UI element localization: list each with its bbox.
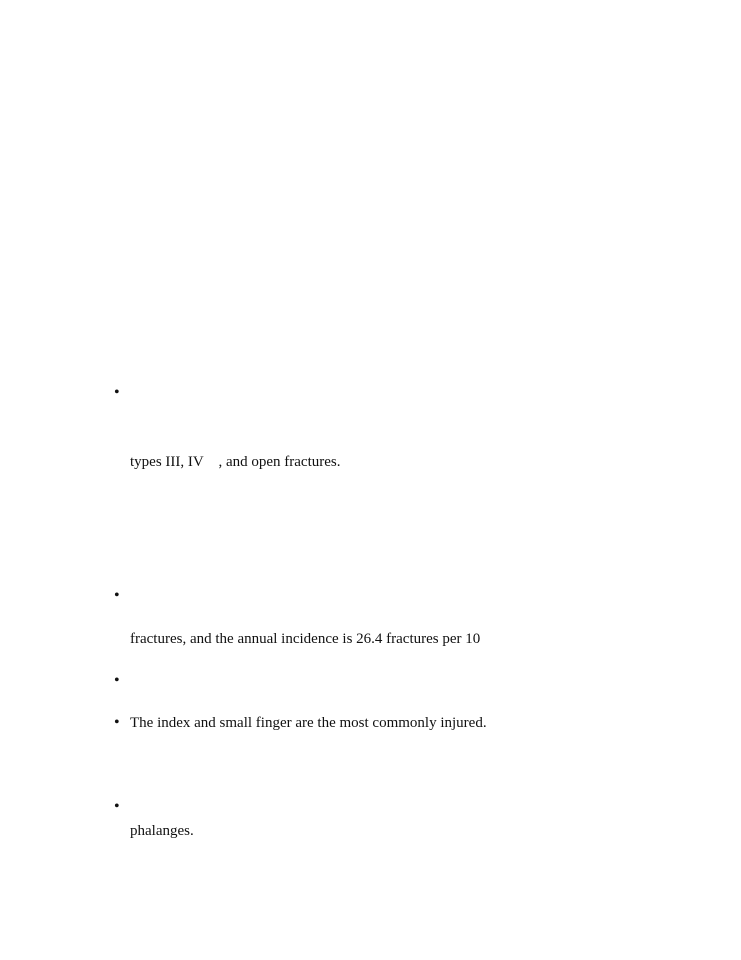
bullet-marker: • bbox=[114, 384, 120, 401]
bullet-marker: • bbox=[114, 672, 120, 689]
list-item-text: types III, IV , and open fractures. bbox=[130, 454, 341, 470]
list-item-text: fractures, and the annual incidence is 26.4 fractures per 10 bbox=[130, 631, 481, 647]
bullet-marker: • bbox=[114, 587, 120, 604]
list-item-text: phalanges. bbox=[130, 823, 194, 839]
bullet-marker: • bbox=[114, 714, 120, 731]
list-item-text: The index and small finger are the most commonly injured. bbox=[130, 715, 487, 731]
bullet-marker: • bbox=[114, 798, 120, 815]
